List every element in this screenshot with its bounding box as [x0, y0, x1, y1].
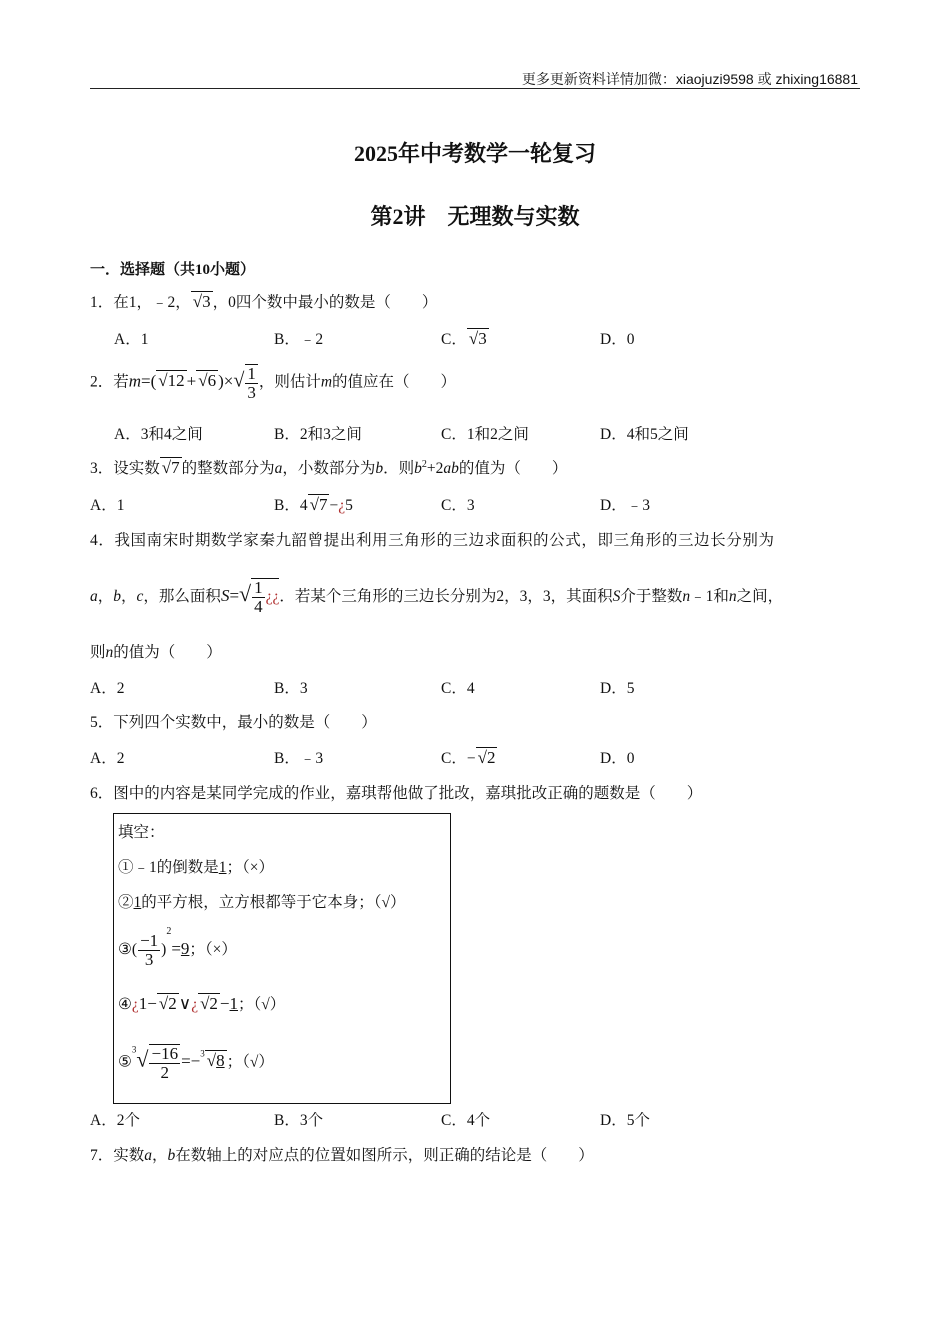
q2-option-c: C．1和2之间	[441, 426, 529, 443]
sqrt: √3	[192, 292, 211, 311]
q1-option-d: D．0	[600, 331, 635, 348]
box-item-4: ④¿1− √2 ∨¿ √2 −1；（√）	[118, 994, 286, 1013]
box-item-2: ②1的平方根，立方根都等于它本身；（√）	[118, 894, 406, 911]
question-2: 2．若m=( √12 + √6 )×√ $\frac{1}{3}$ ，则估计m的值应在（ ）	[90, 364, 457, 402]
q6-option-d: D．5个	[600, 1112, 650, 1129]
question-1: 1．在1，﹣2， √3 ，0四个数中最小的数是（ ）	[90, 292, 438, 311]
q1-option-b: B．﹣2	[274, 331, 324, 348]
q3-option-d: D．﹣3	[600, 497, 650, 514]
question-4-line3: 则n的值为（ ）	[90, 644, 222, 661]
question-3: 3．设实数 √7 的整数部分为a，小数部分为b．则$b^2+2ab$的值为（ ）	[90, 458, 568, 477]
q3-option-c: C．3	[441, 497, 475, 514]
question-4-line2: a，b，c，那么面积S=√ $\frac{1}{4}$ ¿¿．若某个三角形的三边长分别为2，3，3，其面积S介于整数n﹣1和n之间，	[90, 578, 784, 616]
box-item-5: ⑤$^3$√ $\frac{-16}{2}$ =−$^3$ √8 ；（√）	[118, 1044, 274, 1082]
q4-option-b: B．3	[274, 680, 308, 697]
q3-option-a: A．1	[90, 497, 125, 514]
q5-option-a: A．2	[90, 750, 125, 767]
header-divider	[90, 88, 860, 89]
box-title: 填空：	[118, 824, 165, 841]
q4-option-c: C．4	[441, 680, 475, 697]
doc-title: 2025年中考数学一轮复习	[353, 141, 596, 166]
q1-option-a: A．1	[114, 331, 149, 348]
box-item-1: ①﹣1的倒数是1；（×）	[118, 859, 275, 876]
box-item-3: ③( $\frac{-1}{3}$ )$^2$=9；（×）	[118, 926, 237, 969]
section-heading: 一．选择题（共10小题）	[90, 262, 256, 278]
q5-option-d: D．0	[600, 750, 635, 767]
q6-option-a: A．2个	[90, 1112, 140, 1129]
q3-option-b: B．4 √7 −¿5	[274, 495, 353, 514]
q5-option-c: C．− √2	[441, 748, 496, 767]
q2-option-d: D．4和5之间	[600, 426, 689, 443]
question-5: 5．下列四个实数中，最小的数是（ ）	[90, 714, 377, 731]
q1-option-c: C． √3	[441, 329, 487, 348]
question-6: 6．图中的内容是某同学完成的作业，嘉琪帮他做了批改，嘉琪批改正确的题数是（ ）	[90, 785, 703, 802]
q4-option-d: D．5	[600, 680, 635, 697]
q2-option-a: A．3和4之间	[114, 426, 203, 443]
header-note: 更多更新资料详情加微：xiaojuzi9598 或 zhixing16881	[521, 71, 858, 87]
q6-option-c: C．4个	[441, 1112, 491, 1129]
doc-subtitle: 第2讲 无理数与实数	[370, 204, 580, 229]
question-4-line1: 4．我国南宋时期数学家秦九韶曾提出利用三角形的三边求面积的公式，即三角形的三边长分别为	[90, 532, 775, 549]
question-7: 7．实数a，b在数轴上的对应点的位置如图所示，则正确的结论是（ ）	[90, 1147, 594, 1164]
q6-option-b: B．3个	[274, 1112, 324, 1129]
q2-option-b: B．2和3之间	[274, 426, 362, 443]
q5-option-b: B．﹣3	[274, 750, 324, 767]
q4-option-a: A．2	[90, 680, 125, 697]
